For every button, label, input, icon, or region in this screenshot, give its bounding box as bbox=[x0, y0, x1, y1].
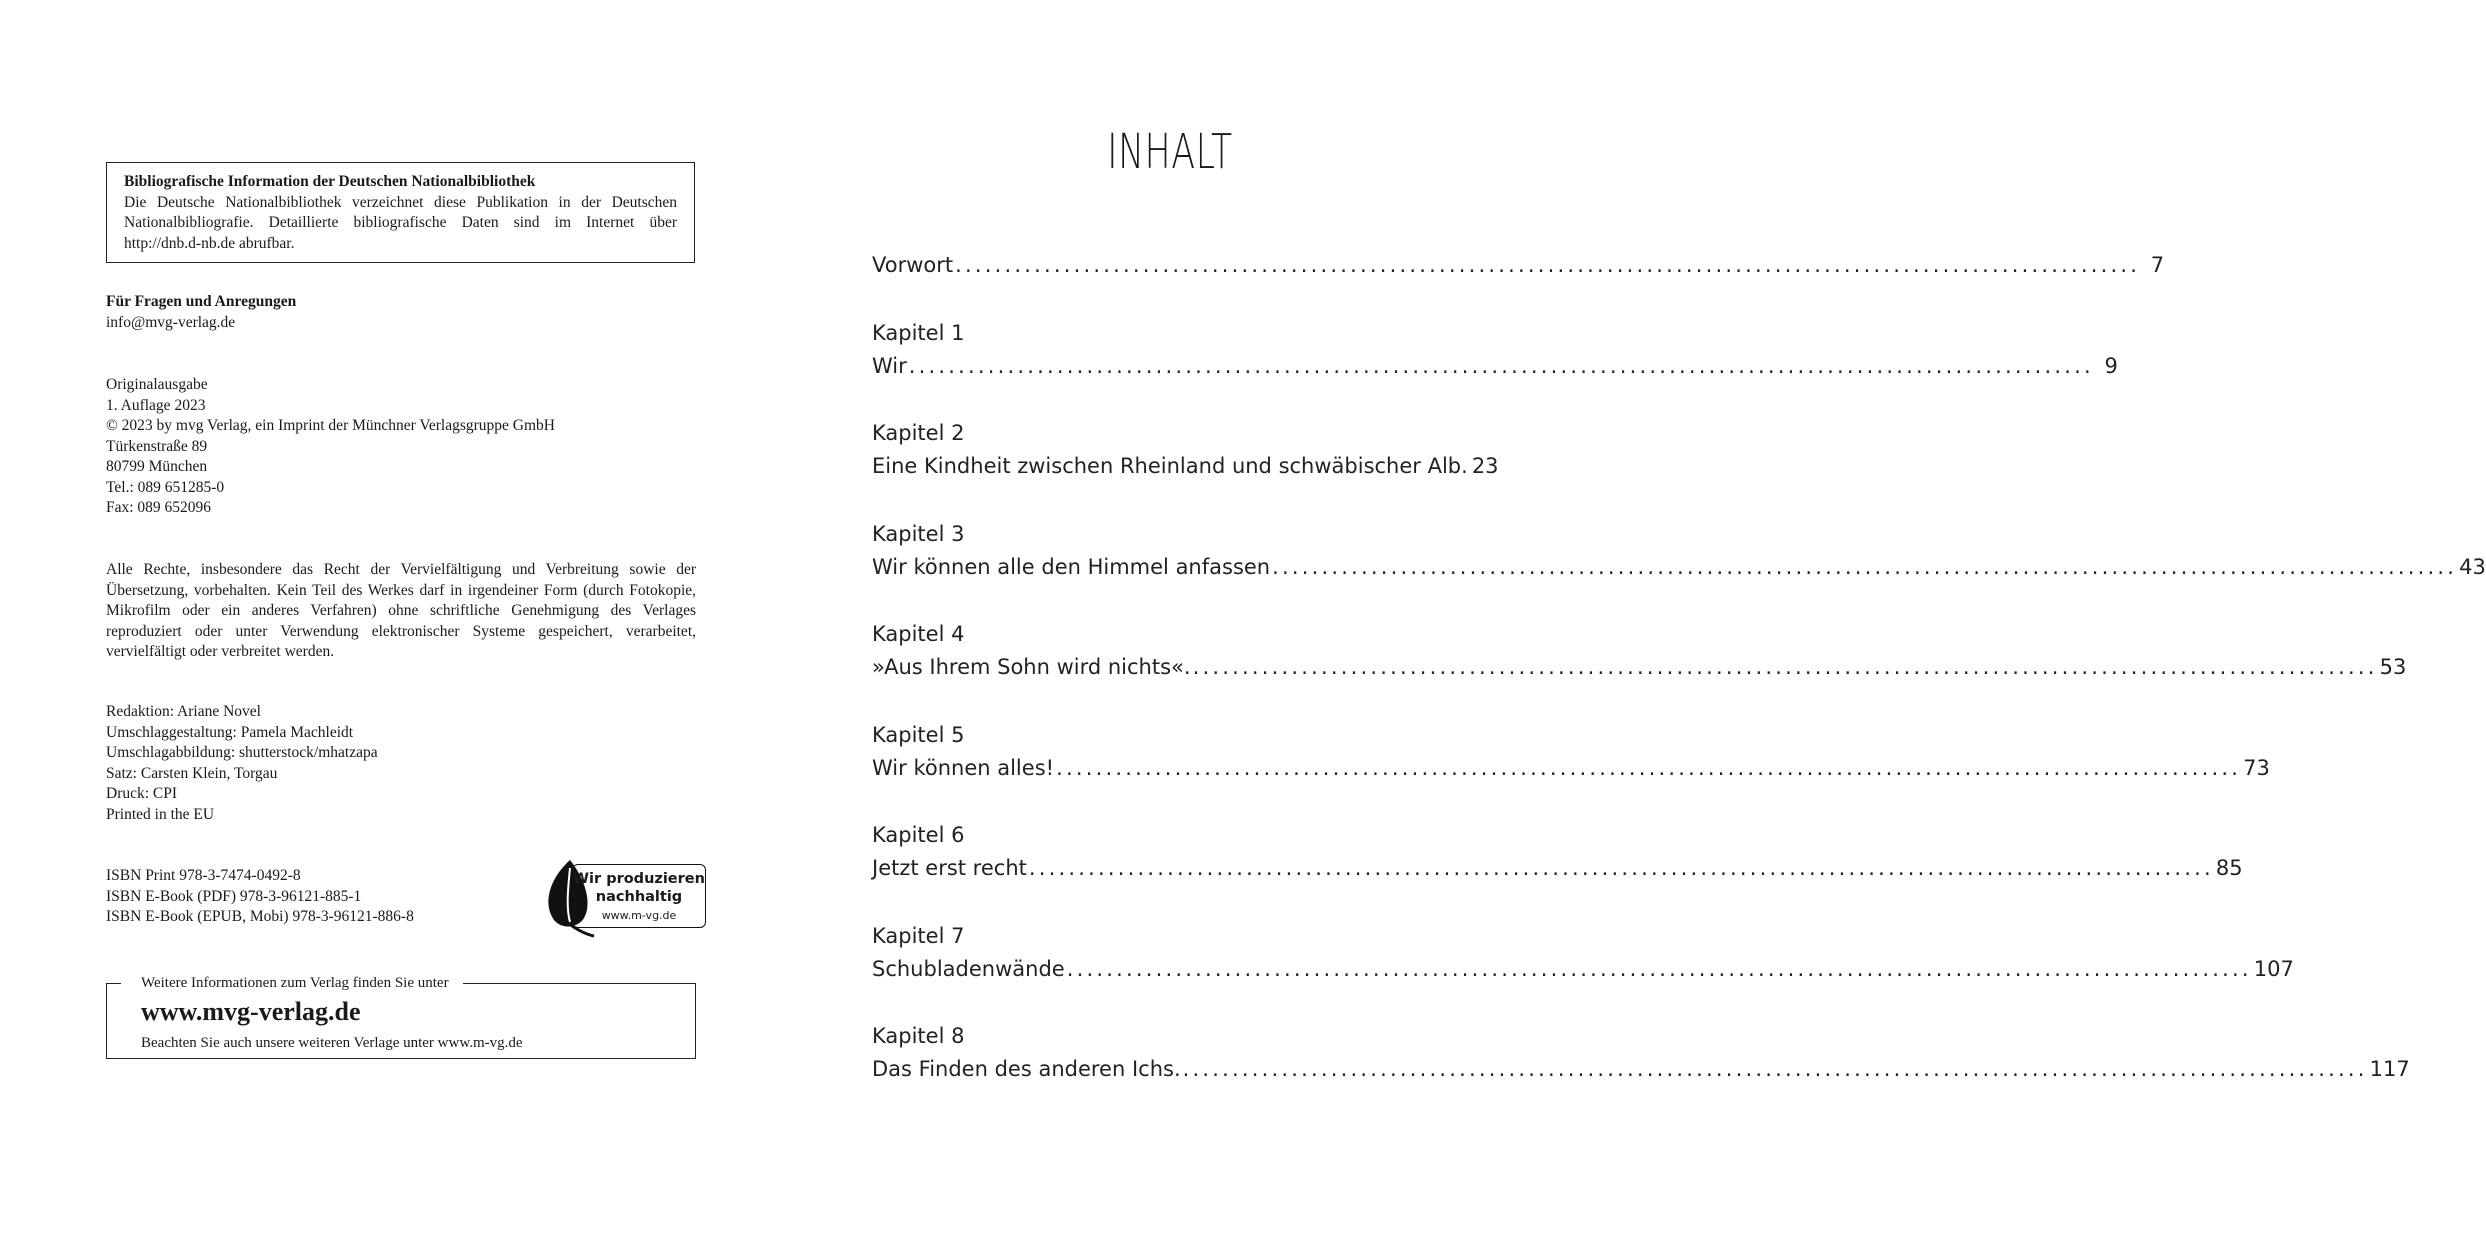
edition-line: Originalausgabe bbox=[106, 376, 208, 393]
isbn-block bbox=[106, 866, 414, 928]
toc-entry-title: Vorwort bbox=[872, 253, 954, 277]
edition-block bbox=[106, 375, 555, 519]
credits-block bbox=[106, 702, 378, 825]
toc-chapter-label: Kapitel 4 bbox=[872, 622, 965, 646]
toc-leader-dots: ........................................................................................................................ bbox=[1028, 856, 2214, 880]
toc-leader-dots: ........................................................................................................................ bbox=[955, 253, 2141, 277]
toc-leader-dots: ........................................................................................................................ bbox=[1192, 655, 2378, 679]
isbn-line: ISBN Print 978-3-7474-0492-8 bbox=[106, 867, 301, 884]
toc-leader-dots: ........................................................................................................................ bbox=[1182, 1057, 2368, 1081]
credit-line: Druck: CPI bbox=[106, 785, 178, 802]
toc-entry-page: 117 bbox=[2369, 1057, 2410, 1081]
contact-block bbox=[106, 292, 296, 333]
toc-leader-dots: ........................................................................................................................ bbox=[1272, 554, 2458, 579]
toc-entry-page: 107 bbox=[2253, 956, 2294, 981]
badge-line2: nachhaltig bbox=[595, 889, 683, 905]
toc-entry[interactable] bbox=[872, 854, 2243, 882]
web-legend: Weitere Informationen zum Verlag finden Sie unter bbox=[121, 973, 463, 993]
edition-line: © 2023 by mvg Verlag, ein Imprint der Münchner Verlagsgruppe GmbH bbox=[106, 417, 555, 434]
edition-line: Tel.: 089 651285-0 bbox=[106, 478, 225, 496]
edition-line: 1. Auflage 2023 bbox=[106, 396, 206, 414]
toc-entry[interactable] bbox=[872, 1055, 2410, 1083]
cip-title: Bibliografische Information der Deutschen Nationalbibliothek bbox=[124, 173, 536, 190]
toc-entry[interactable] bbox=[872, 452, 1499, 480]
toc-entry-page: 23 bbox=[1471, 454, 1499, 478]
toc-chapter-label: Kapitel 6 bbox=[872, 823, 965, 847]
toc-entry-title: »Aus Ihrem Sohn wird nichts«. bbox=[872, 655, 1191, 679]
toc-entry-page: 9 bbox=[2104, 353, 2118, 378]
badge-url: www.m-vg.de bbox=[601, 909, 677, 922]
toc-leader-dots: ........................................................................................................................ bbox=[1066, 956, 2252, 981]
toc-leader-dots: ........................................................................................................................ bbox=[1056, 755, 2242, 780]
toc-chapter-label: Kapitel 1 bbox=[872, 320, 965, 345]
toc-entry-title: Jetzt erst recht bbox=[872, 856, 1027, 880]
toc-entry[interactable] bbox=[872, 955, 2294, 983]
toc-entry-page: 73 bbox=[2243, 755, 2270, 780]
toc-entry-title: Eine Kindheit zwischen Rheinland und schwäbischer Alb. bbox=[872, 454, 1468, 478]
contact-email: info@mvg-verlag.de bbox=[106, 313, 236, 331]
toc-chapter-label: Kapitel 5 bbox=[872, 722, 965, 747]
credit-line: Umschlagabbildung: shutterstock/mhatzapa bbox=[106, 744, 378, 761]
edition-line: Fax: 089 652096 bbox=[106, 499, 212, 516]
toc-heading: INHALT bbox=[1107, 124, 1233, 180]
publisher-url[interactable]: www.mvg-verlag.de bbox=[141, 997, 361, 1026]
toc-entry-title: Schubladenwände bbox=[872, 956, 1065, 981]
badge-line1: Wir produzieren bbox=[573, 871, 705, 887]
web-note: Beachten Sie auch unsere weiteren Verlage unter www.m-vg.de bbox=[141, 1035, 523, 1051]
toc-leader-dots: ........................................................................................................................ bbox=[908, 353, 2094, 378]
cip-text: Die Deutsche Nationalbibliothek verzeichnet diese Publikation in der Deutschen Nationalbibliografie. Detaillierte bibliografische Daten sind im Internet über http://dnb.d-nb.de abrufbar. bbox=[124, 193, 677, 252]
toc-entry-title: Wir bbox=[872, 353, 907, 378]
toc-entry-title: Das Finden des anderen Ichs. bbox=[872, 1057, 1181, 1081]
rights-notice: Alle Rechte, insbesondere das Recht der Vervielfältigung und Verbreitung sowie der Übersetzung, vorbehalten. Kein Teil des Werkes darf in irgendeiner Form (durch Fotokopie, Mikrofilm oder ein anderes Verfahren) ohne schriftliche Genehmigung des Verlages reproduziert oder unter Verwendung elektronischer Systeme gespeichert, verarbeitet, vervielfältigt oder verbreitet werden. bbox=[106, 561, 696, 660]
toc-entry-title: Wir können alles! bbox=[872, 755, 1055, 780]
credit-line: Redaktion: Ariane Novel bbox=[106, 703, 261, 720]
isbn-line: ISBN E-Book (EPUB, Mobi) 978-3-96121-886-8 bbox=[106, 908, 414, 925]
cip-box bbox=[106, 162, 695, 263]
sustainability-badge bbox=[550, 862, 708, 932]
toc-entry-title: Wir können alle den Himmel anfassen bbox=[872, 554, 1271, 579]
toc-entry-page: 43 bbox=[2459, 554, 2486, 579]
publisher-web-box bbox=[106, 975, 696, 1059]
toc-entry[interactable] bbox=[872, 352, 2118, 380]
toc-chapter-label: Kapitel 3 bbox=[872, 521, 965, 546]
toc-entry[interactable] bbox=[872, 653, 2407, 681]
toc-entry[interactable] bbox=[872, 553, 2486, 581]
isbn-line: ISBN E-Book (PDF) 978-3-96121-885-1 bbox=[106, 887, 362, 905]
toc-chapter-label: Kapitel 2 bbox=[872, 421, 965, 445]
credit-line: Printed in the EU bbox=[106, 805, 215, 823]
edition-line: 80799 München bbox=[106, 458, 208, 475]
credit-line: Umschlaggestaltung: Pamela Machleidt bbox=[106, 723, 354, 741]
toc-entry[interactable] bbox=[872, 754, 2270, 782]
toc-entry-page: 7 bbox=[2150, 253, 2165, 277]
toc-entry-page: 53 bbox=[2379, 655, 2407, 679]
credit-line: Satz: Carsten Klein, Torgau bbox=[106, 764, 278, 782]
edition-line: Türkenstraße 89 bbox=[106, 437, 208, 455]
toc-chapter-label: Kapitel 7 bbox=[872, 923, 965, 948]
contact-heading: Für Fragen und Anregungen bbox=[106, 293, 297, 310]
toc-chapter-label: Kapitel 8 bbox=[872, 1024, 965, 1048]
toc-entry-page: 85 bbox=[2215, 856, 2243, 880]
toc-entry[interactable] bbox=[872, 251, 2165, 279]
